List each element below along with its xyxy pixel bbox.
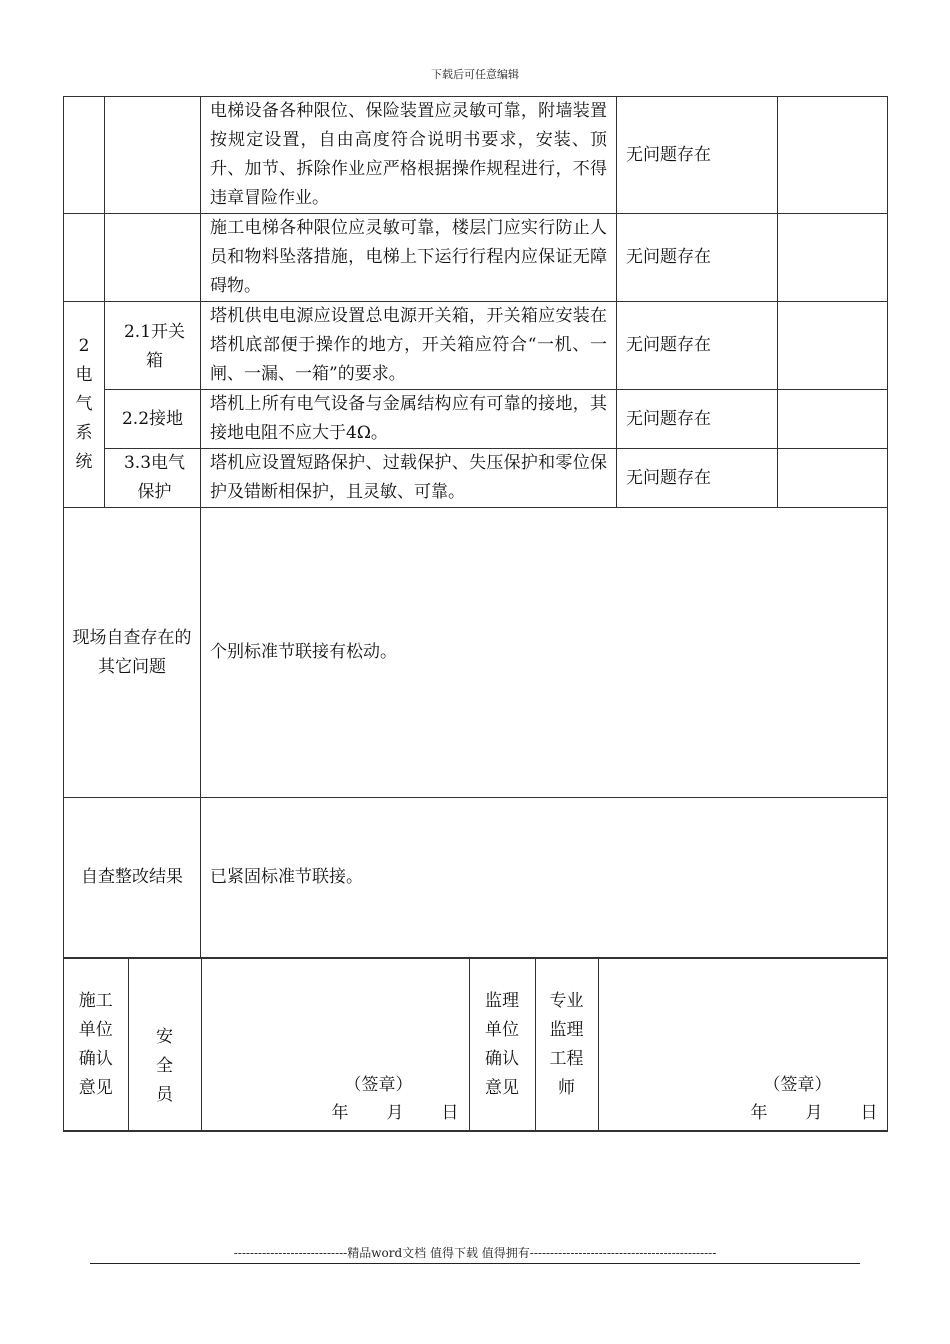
rectification-content: 已紧固标准节联接。 xyxy=(201,798,888,958)
inspection-table xyxy=(63,96,888,1132)
result-cell: 无问题存在 xyxy=(617,302,778,390)
result-cell: 无问题存在 xyxy=(617,214,778,302)
remark-cell xyxy=(778,449,888,508)
remark-cell xyxy=(778,97,888,214)
result-cell: 无问题存在 xyxy=(617,390,778,449)
item-cell: 2.1开关箱 xyxy=(105,302,201,390)
header-note: 下载后可任意编辑 xyxy=(431,68,519,81)
supervision-signature-area[interactable] xyxy=(598,959,888,1131)
table-row xyxy=(64,302,888,390)
table-row xyxy=(64,214,888,302)
footer-text: ----------------------------精品word文档 值得下载 值得拥有---------------------------------------------- xyxy=(233,1246,717,1260)
seal-text: （签章） xyxy=(344,1075,413,1095)
engineer-label: 专业 监理 工程 师 xyxy=(535,959,598,1131)
remark-cell xyxy=(778,302,888,390)
item-cell: 2.2接地 xyxy=(105,390,201,449)
item-cell-empty xyxy=(105,214,201,302)
requirement-cell: 塔机供电电源应设置总电源开关箱，开关箱应安装在塔机底部便于操作的地方，开关箱应符合“一机、一闸、一漏、一箱”的要求。 xyxy=(201,302,617,390)
signature-row xyxy=(64,958,888,1132)
requirement-cell: 电梯设备各种限位、保险装置应灵敏可靠，附墙装置按规定设置，自由高度符合说明书要求，安装、顶升、加节、拆除作业应严格根据操作规程进行，不得违章冒险作业。 xyxy=(201,97,617,214)
construction-signature-area[interactable] xyxy=(201,959,469,1131)
item-cell-empty xyxy=(105,97,201,214)
safety-officer-label: 安 全 员 xyxy=(128,959,201,1131)
category-cell-empty xyxy=(64,214,105,302)
construction-unit-label: 施工 单位 确认 意见 xyxy=(64,959,128,1131)
date-line: 年 月 日 xyxy=(750,1103,878,1123)
supervision-unit-label: 监理 单位 确认 意见 xyxy=(469,959,535,1131)
section-number: 2 xyxy=(78,336,90,356)
section-char: 电 xyxy=(75,365,93,385)
table-row xyxy=(64,390,888,449)
other-issues-content: 个别标准节联接有松动。 xyxy=(201,508,888,798)
rectification-label: 自查整改结果 xyxy=(64,798,201,958)
table-row xyxy=(64,449,888,508)
result-cell: 无问题存在 xyxy=(617,449,778,508)
date-line: 年 月 日 xyxy=(331,1103,459,1123)
requirement-cell: 塔机应设置短路保护、过载保护、失压保护和零位保护及错断相保护，且灵敏、可靠。 xyxy=(201,449,617,508)
item-cell: 3.3电气保护 xyxy=(105,449,201,508)
section-char: 系 xyxy=(75,423,93,443)
other-issues-label: 现场自查存在的其它问题 xyxy=(64,508,201,798)
section-char: 统 xyxy=(75,452,93,472)
category-cell-empty xyxy=(64,97,105,214)
section-char: 气 xyxy=(75,394,93,414)
requirement-cell: 塔机上所有电气设备与金属结构应有可靠的接地，其接地电阻不应大于4Ω。 xyxy=(201,390,617,449)
seal-text: （签章） xyxy=(763,1075,832,1095)
remark-cell xyxy=(778,214,888,302)
table-row xyxy=(64,508,888,798)
table-row xyxy=(64,798,888,958)
section-label-electrical xyxy=(64,302,105,508)
footer-divider xyxy=(90,1263,860,1264)
requirement-cell: 施工电梯各种限位应灵敏可靠，楼层门应实行防止人员和物料坠落措施，电梯上下运行行程内应保证无障碍物。 xyxy=(201,214,617,302)
table-row xyxy=(64,97,888,214)
remark-cell xyxy=(778,390,888,449)
result-cell: 无问题存在 xyxy=(617,97,778,214)
